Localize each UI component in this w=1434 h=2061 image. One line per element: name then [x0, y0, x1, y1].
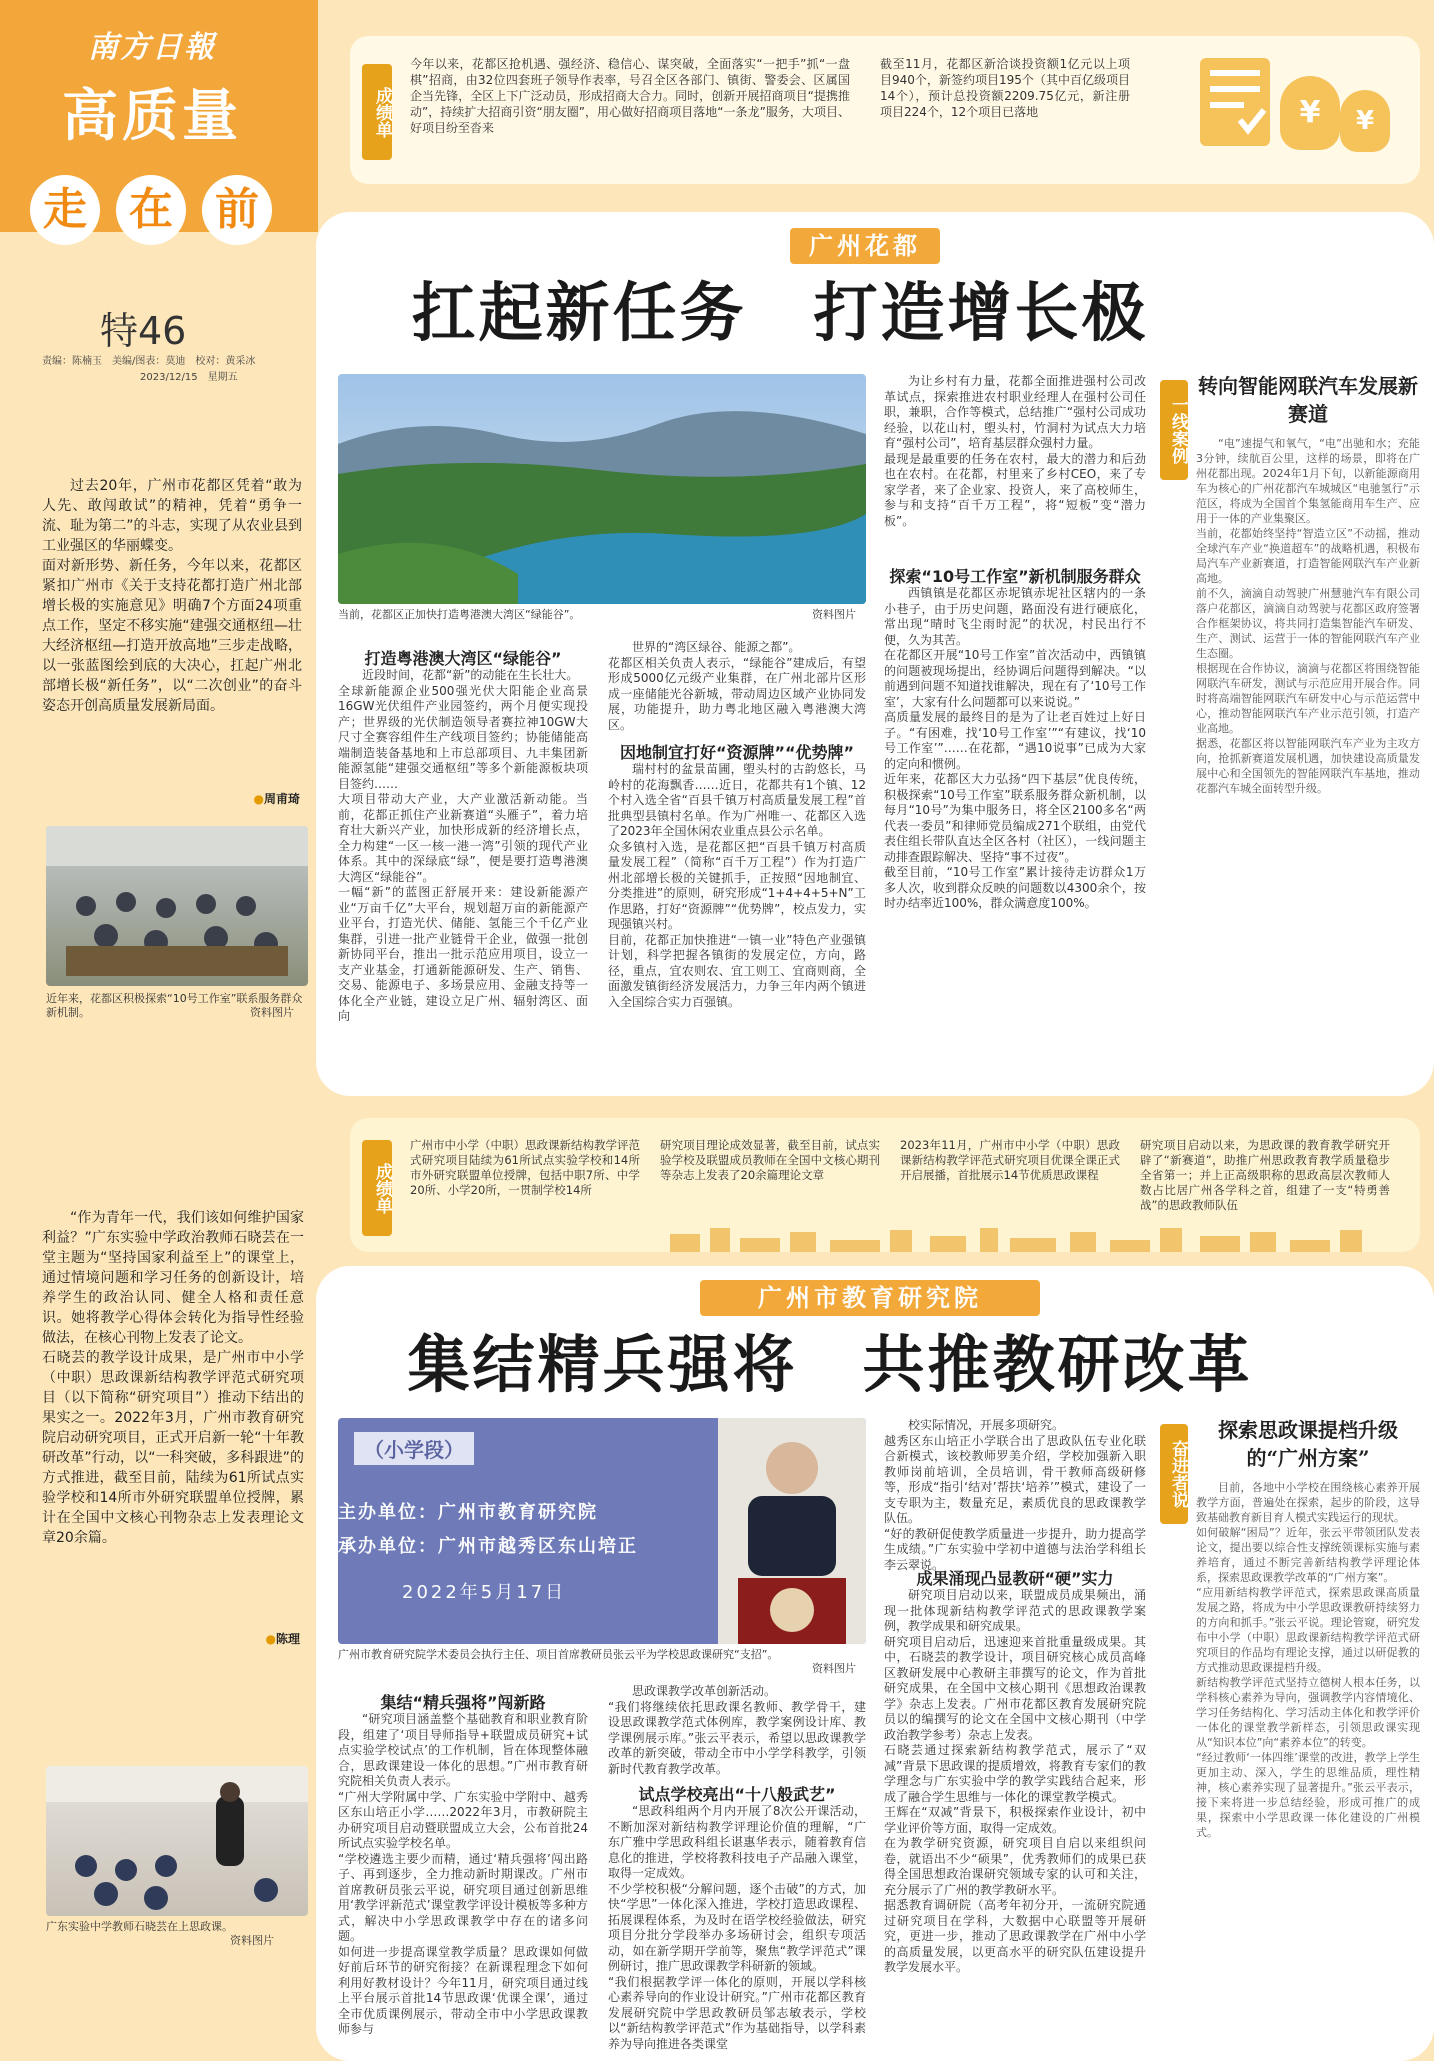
article1-main-photo-caption: 当前，花都区正加快打造粤港澳大湾区“绿能谷”。: [338, 608, 581, 621]
strip2-item-2: 研究项目理论成效显著，截至目前，试点实验学校及联盟成员教师在全国中文核心期刊等杂志上发表了20余篇理论文章: [660, 1138, 880, 1182]
article2-col3b-text: 研究项目启动以来，联盟成员成果频出，涌现一批体现新结构教学评范式的思政课教学案例，教学成果和研究成果。 研究项目启动后，迅速迎来首批重量级成果。其中，石晓芸的教学设计，项目研究核心成员高峰区教研发展中心教研主菲撰写的论文，作为首批研究成果，在全国中文核心期刊《思想政治课教学》杂志上发表。广州市花都区教育发展研究院员以的编撰写的论文在全国中文核心期刊（中学政治教学参考）杂志上发表。 石晓芸通过探索新结构教学范式，展示了“双减”背景下思政课的提质增效，将教育专家们的教学理念与广东实验中学的教学实践结合起来，形成了融合学生思维与一体化的课堂教学模式。 王辉在“双减”背景下，积极探索作业设计，初中学业评价等方面，取得一定成效。 在为教学研究资源，研究项目自启以来组织问卷，就语出不少“硕果”，优秀教师们的成果已获得全国思想政治课研究领域专家的认可和关注，充分展示了广州的教学教研水平。 据悉教育调研院（高考年初分开，一流研究院通过研究项目在学科，大数据中心联盟等开展研究，更进一步，推动了思政课教学在广州中小学的高质量发展，以更高水平的研究队伍建设提升教学发展水平。: [884, 1588, 1146, 1974]
article2-subhead-2: 试点学校亮出“十八般武艺”: [638, 1785, 836, 1804]
achievement-strip-1: [350, 36, 1420, 184]
article1-col3b: [884, 586, 1146, 914]
photo-event-date: 2022年5月17日: [402, 1582, 567, 1603]
article2-small-photo: [46, 1766, 308, 1916]
photo-organizer-line1: 主办单位：广州市教育研究院: [338, 1502, 598, 1523]
article2-small-photo-credit: 资料图片: [230, 1934, 274, 1947]
article1-subhead-3: 探索“10号工作室”新机制服务群众: [889, 567, 1141, 586]
article1-author: ● 周甫琦: [180, 790, 300, 807]
article1-col3: [884, 374, 1146, 531]
article1-small-photo-caption: 近年来，花都区积极探索“10号工作室”联系服务群众新机制。: [46, 992, 303, 1019]
article2-subhead-3: 成果涌现凸显教研“硬”实力: [916, 1569, 1114, 1588]
article2-main-photo-credit: 资料图片: [812, 1662, 856, 1675]
yen-sign-2: ¥: [1355, 106, 1375, 136]
issue-date: 2023/12/15 星期五: [140, 372, 238, 383]
article1-col1: [338, 668, 588, 1027]
side1-box: [1196, 372, 1420, 796]
article1-intro-text: 过去20年，广州市花都区凭着“敢为人先、敢闯敢试”的精神，凭着“勇争一流、耻为第二”的斗志，实现了从农业县到工业强区的华丽蝶变。 面对新形势、新任务，今年以来，花都区紧扣广州市《关于支持花都打造广州北部增长极的实施意见》明确7个方面24项重点工作，坚定不移实施“建强交通枢纽—壮大经济枢纽—打造开放高地”三步走战略，以一张蓝图绘到底的大决心，扛起广州北部增长极“新任务”，以“二次创业”的奋斗姿态开创高质量发展新局面。: [42, 478, 302, 714]
side2-tag: 奋进者说: [1160, 1424, 1188, 1524]
side2-title: 探索思政课提档升级的“广州方案”: [1218, 1418, 1398, 1470]
article1-col3-text: 为让乡村有力量，花都全面推进强村公司改革试点，探索推进农村职业经理人在强村公司任职，兼职，合作等模式，总结推广“强村公司成功经验，以花山村，塱头村，竹洞村为试点大力培育“强村公司”，培育基层群众强村力量。 最现是最重要的任务在农村，最大的潜力和后劲也在农村。在花都，村里来了乡村CEO，来了专家学者，来了企业家、投资人，来了高校师生，参与和支持“百千万工程”，将“短板”变“潜力板”。: [884, 374, 1146, 528]
page-number: 特46: [100, 309, 187, 353]
masthead-title-line2: [30, 175, 290, 245]
article2-intro-text: “作为青年一代，我们该如何维护国家利益？”广东实验中学政治教师石晓芸在一堂主题为“坚持国家利益至上”的课堂上，通过情境问题和学习任务的创新设计，培养学生的政治认同、健全人格和责任意识。她将教学心得体会转化为指导性经验做法，在核心刊物上发表了论文。 石晓芸的教学设计成果，是广州市中小学（中职）思政课新结构教学评范式研究项目（以下简称“研究项目”）推动下结出的果实之一。2022年3月，广州市教育研究院启动研究项目，正式开启新一轮“十年教研改革”行动，以“一科突破，多科跟进”的方式推进，截至目前，陆续为61所试点实验学校和14所市外研究联盟单位授牌，累计在全国中文核心刊物杂志上发表理论文章20余篇。: [42, 1210, 304, 1546]
strip2-tag: 成绩单: [362, 1140, 392, 1236]
article1-small-photo: [46, 826, 308, 986]
coin-bag-icon: [1280, 76, 1340, 150]
article1-main-photo-credit: 资料图片: [812, 608, 856, 621]
side1-title: 转向智能网联汽车发展新赛道: [1198, 374, 1418, 426]
article2-col2b: [608, 1804, 866, 2054]
document-check-icon: [1200, 58, 1270, 146]
editor-credits: 责编：陈楠玉 美编/图表：莫迪 校对：黄采冰: [42, 356, 256, 367]
article1-col3b-text: 西镇镇是花都区赤坭镇赤坭社区辖内的一条小巷子，由于历史问题，路面没有进行硬底化，常出现“晴时飞尘雨时泥”的状况，村民出行不便，久为其苦。 在花都区开展“10号工作室”首次活动中，西镇镇的问题被现场提出，经协调后问题得到解决。“以前遇到问题不知道找谁解决，现在有了‘10号工作室’，大家有什么问题都可以来说说。” 高质量发展的最终目的是为了让老百姓过上好日子。“有困难，找‘10号工作室’”“有建议，找‘10号工作室’”……在花都，“遇10说事”已成为大家的定向和惯例。 近年来，花都区大力弘扬“四下基层”优良传统，积极探索“10号工作室”联系服务群众新机制，以每月“10号”为集中服务日，将全区2100多名“两代表一委员”和律师党员编成271个联组，由党代表住组长带队直达全区各村（社区），一线问题主动排查跟踪解决、坚持“事不过夜”。 截至目前，“10号工作室”累计接待走访群众1万多人次，收到群众反映的问题数以4300余个，按时办结率近100%，群众满意度100%。: [884, 586, 1146, 910]
article2-col3: [884, 1418, 1146, 1575]
article2-main-photo: [338, 1418, 866, 1644]
article1-main-photo: [338, 374, 866, 604]
city-skyline-icon: [670, 1228, 1390, 1252]
side1-tag: 一线案例: [1160, 380, 1188, 480]
newspaper-logo: 南方日報: [88, 30, 216, 65]
article2-col3b: [884, 1588, 1146, 1978]
article2-main-photo-caption: 广州市教育研究院学术委员会执行主任、项目首席教研员张云平为学校思政课研究“支招”。: [338, 1648, 779, 1661]
masthead-char-2: 在: [116, 175, 186, 245]
article1-col1-text: 近段时间，花都“新”的动能在生长壮大。 全球新能源企业500强光伏大阳能企业高景16GW光伏组件产业园签约，两个月便实现投产；世界级的光伏制造领导者赛拉神10GW大尺寸全赛容组件生产线项目签约；协能储能高端制造装备基地和上市总部项目、九丰集团新能源氢能“建强交通枢纽”等多个新能源板块项目签约…… 大项目带动大产业，大产业激活新动能。当前，花都正抓住产业新赛道“头雁子”，着力培育壮大新兴产业，加快形成新的经济增长点，全力构建“一区一核一港一湾”引领的现代产业体系。其中的深绿底“绿”，便是要打造粤港澳大湾区“绿能谷”。 一幅“新”的蓝图正舒展开来：建设新能源产业“万亩千亿”大平台，规划超万亩的新能源产业平台，打造光伏、储能、氢能三个千亿产业集群，引进一批产业链骨干企业，做强一批创新协同平台，推出一批示范应用项目，设立一支产业基金，打通新能源研发、生产、销售、交易、能源电子、多场景应用、金融支持等一体化全产业链，建设立足广州、辐射湾区、面向: [338, 668, 588, 1023]
article1-intro: [42, 476, 302, 718]
article1-small-photo-credit: 资料图片: [250, 1006, 294, 1019]
article2-subhead-1: 集结“精兵强将”闯新路: [380, 1693, 546, 1712]
article2-intro: [42, 1208, 304, 1550]
article1-col2: [608, 640, 866, 735]
achievement-strip-2: [350, 1118, 1420, 1252]
article2-col3-text: 校实际情况，开展多项研究。 越秀区东山培正小学联合出了思政队伍专业化联合新模式，该校教师罗美介绍，学校加强新入职教师岗前培训，全员培训，骨干教师高级研修等，形成“指引‘结对’帮扶‘培养’”模式，建设了一支专职为主，数量充足，素质优良的思政课教学队伍。 “好的教研促使教学质量进一步提升，助力提高学生成绩。”广东实验中学初中道德与法治学科组长李云翠说。: [884, 1418, 1146, 1572]
strip2-item-1: 广州市中小学（中职）思政课新结构教学评范式研究项目陆续为61所试点实验学校和14所市外研究联盟单位授牌，包括中职7所、中学20所、小学20所，一贯制学校14所: [410, 1138, 640, 1197]
article2-ribbon: 广州市教育研究院: [700, 1280, 1040, 1316]
photo-banner-label: （小学段）: [354, 1432, 474, 1465]
article2-col2b-text: “思政科组两个月内开展了8次公开课活动，不断加深对新结构教学评理论价值的理解，“广东广雅中学思政科组长谌惠华表示，随着教育信息化的推进，学校将教科技电子产品融入课堂，取得一定成效。 不少学校积极“分解问题，逐个击破”的方式，加快“学思”一体化深入推进，学校打造思政课程、拓展课程体系，为及时在语学校经验做法，研究项目分批分学段举办多场研讨会，组织专项活动，如在新学期开学前等，聚焦“教学评范式”课例研讨，推广思政课教学科研新的领域。 “我们根据教学评一体化的原则，开展以学科核心素养导向的作业设计研究。”广州市花都区教育发展研究院中学思政教研员邹志敏表示，学校以“新结构教学评范式”作为基础指导，以学科素养为导向推进各类课堂: [608, 1804, 866, 2051]
article2-col1-text: “研究项目涵盖整个基础教育和职业教育阶段，组建了‘项目导师指导+联盟成员研究+试点实验学校试点’的工作机制，旨在体现整体融合，思政课建设一体化的思想。”广州市教育研究院相关负责人表示。 “广州大学附属中学、广东实验中学附中、越秀区东山培正小学……2022年3月，市教研院主办研究项目启动暨联盟成立大会，公布首批24所试点实验学校名单。 “学校遴选主要少而精，通过‘精兵强将’闯出路子、再到逐步，全力推动新时期课改。广州市首席教研员张云平说，研究项目通过创新思维用‘教学评新范式’课堂教学评设计模板等多种方式，解决中小学思政课教学中存在的诸多问题。 如何进一步提高课堂教学质量？思政课如何做好前后环节的研究衔接？在新课程理念下如何利用好教材设计？今年11月，研究项目通过线上平台展示首批14节思政课‘优课全课’，通过全市优质课例展示，带动全市中小学思政课教师参与: [338, 1712, 588, 2036]
article1-col2b: [608, 762, 866, 1012]
article2-col1: [338, 1712, 588, 2040]
masthead-char-3: 前: [202, 175, 272, 245]
article1-col2-text: 世界的“湾区绿谷、能源之都”。 花都区相关负责人表示，“绿能谷”建成后，有望形成5000亿元级产业集群，在广州北部片区形成一座储能光谷新城，带动周边区域产业协同发展，功能提升，助力粤北地区融入粤港澳大湾区。: [608, 640, 866, 732]
article2-headline: 集结精兵强将 共推教研改革: [407, 1328, 1253, 1401]
coin-bag-icon-2: [1340, 90, 1390, 152]
side1-body: “电”速提气和氧气，“电”出驰和水；充能3分钟，续航百公里，这样的场景，即将在广州花都出现。2024年1月下旬，以新能源商用车为核心的广州花都汽车城城区“电驰氢行”示范区，将成为全国首个集氢能商用车生产、应用于一体的产业集聚区。 当前，花都始终坚持“智造立区”不动摇，推动全球汽车产业“换道超车”的战略机遇，积极布局汽车产业新赛道，打造智能网联汽车产业新高地。 前不久，滴滴自动驾驶广州慧驰汽车有限公司落户花都区，滴滴自动驾驶与花都区政府签署合作框架协议，将共同打造集智能汽车研发、生产、测试、运营于一体的智能网联汽车产业生态圈。 根据现在合作协议，滴滴与花都区将围绕智能网联汽车研发，测试与示范应用开展合作。同时将高端智能网联汽车研发中心与示范运营中心，推动智能网联汽车产业示范引领，打造产业高地。 据悉，花都区将以智能网联汽车产业为主攻方向，抢抓新赛道发展机遇，加快建设高质量发展中心和全国领先的智能网联汽车基地，推动花都汽车城全面转型升级。: [1196, 437, 1420, 795]
strip1-tag: 成绩单: [362, 64, 392, 160]
article1-subhead-2: 因地制宜打好“资源牌”“优势牌”: [619, 743, 855, 762]
strip1-right-text: 截至11月，花都区新洽谈投资额1亿元以上项目940个，新签约项目195个（其中百亿级项目14个），预计总投资额2209.75亿元，新注册项目224个，12个项目已落地: [880, 57, 1130, 119]
yen-sign: ¥: [1299, 95, 1321, 130]
article1-col2b-text: 瑞村村的盆景苗圃，塱头村的古韵悠长，马岭村的花海飘香……近日，花都共有1个镇、12个村入选全省“百县千镇万村高质量发展工程”首批典型县镇村名单。作为广州唯一、花都区入选了2023年全国休闲农业重点县公示名单。 众多镇村入选，是花都区把“百县千镇万村高质量发展工程”（简称“百千万工程”）作为打造广州北部增长极的关键抓手，正按照“因地制宜、分类推进”的原则，研究形成“1+4+4+5+N”工作思路，打好“资源牌”“优势牌”，校点发力，实现强镇兴村。 目前，花都正加快推进“一镇一业”特色产业强镇计划，科学把握各镇街的发展定位，方向，路径，重点，宜农则农、宜工则工、宜商则商，全面激发镇街经济发展活力，力争三年内两个镇进入全国综合实力百强镇。: [608, 762, 866, 1009]
side2-box: [1196, 1416, 1420, 1840]
article2-author: ● 陈理: [180, 1630, 300, 1647]
side2-body: 目前，各地中小学校在围绕核心素养开展教学方面，普遍处在探索，起步的阶段，这导致基础教育新目育人模式实践运行的现状。 如何破解“困局”？近年，张云平带领团队发表论文，提出要以综合性支撑统领课标实施与素养培育，通过不断完善新结构教学评理论体系，探索思政课教学改革的“广州方案”。 “应用新结构教学评范式，探索思政课高质量发展之路，将成为中小学思政课教研持续努力的方向和抓手。”张云平说。理论管窥，研究发布中小学（中职）思政课新结构教学评范式研究项目的作品均有理论支撑，通过以研促教的方式推动思政课提档升级。 新结构教学评范式坚持立德树人根本任务，以学科核心素养为导向，强调教学内容情境化、学习任务结构化、学习活动主体化和教学评价一体化的课堂教学新样态，引领思政课实现从“知识本位”向“素养本位”的转变。 “经过教师‘一体四维’课堂的改进，教学上学生更加主动、深入，学生的思维品质，理性精神，核心素养实现了显著提升。”张云平表示，接下来将进一步总结经验，形成可推广的成果，探索中小学思政课一体化建设的广州模式。: [1196, 1481, 1420, 1839]
article2-col2-text: 思政课教学改革创新活动。 “我们将继续依托思政课名教师、教学骨干，建设思政课教学范式体例库，教学案例设计库、教学课例展示库。”张云平表示，希望以思政课教学改革的新突破，带动全市中小学学科教学，引领新时代教育教学改革。: [608, 1684, 866, 1776]
article2-small-photo-caption: 广东实验中学教师石晓芸在上思政课。: [46, 1920, 233, 1933]
masthead-title-line1: 高质量: [62, 83, 242, 149]
article1-ribbon: 广州花都: [790, 228, 940, 264]
strip2-item-3: 2023年11月，广州市中小学（中职）思政课新结构教学评范式研究项目优课全课正式开启展播，首批展示14节优质思政课程: [900, 1138, 1120, 1182]
strip2-item-4: 研究项目启动以来，为思政课的教育教学研究开辟了“新赛道”，助推广州思政教育教学质量稳步全省第一；并上正高级职称的思政高层次教师人数占比居广州各学科之首，组建了一支“特勇善战”的思政教师队伍: [1140, 1138, 1390, 1212]
masthead-char-1: 走: [30, 175, 100, 245]
strip1-left-text: 今年以来，花都区抢机遇、强经济、稳信心、谋突破，全面落实“一把手”抓“一盘棋”招商，由32位四套班子领导作表率，号召全区各部门、镇街、警委会、区属国企当先锋，全区上下广泛动员，形成招商大合力。同时，创新开展招商项目“提携推动”，持续扩大招商引资“朋友圈”，用心做好招商项目落地“一条龙”服务，大项目、好项目纷至沓来: [410, 57, 850, 135]
photo-organizer-line2: 承办单位：广州市越秀区东山培正: [338, 1536, 638, 1557]
article2-col2: [608, 1684, 866, 1779]
article1-subhead-1: 打造粤港澳大湾区“绿能谷”: [364, 649, 562, 668]
article1-headline: 扛起新任务 打造增长极: [411, 276, 1149, 351]
